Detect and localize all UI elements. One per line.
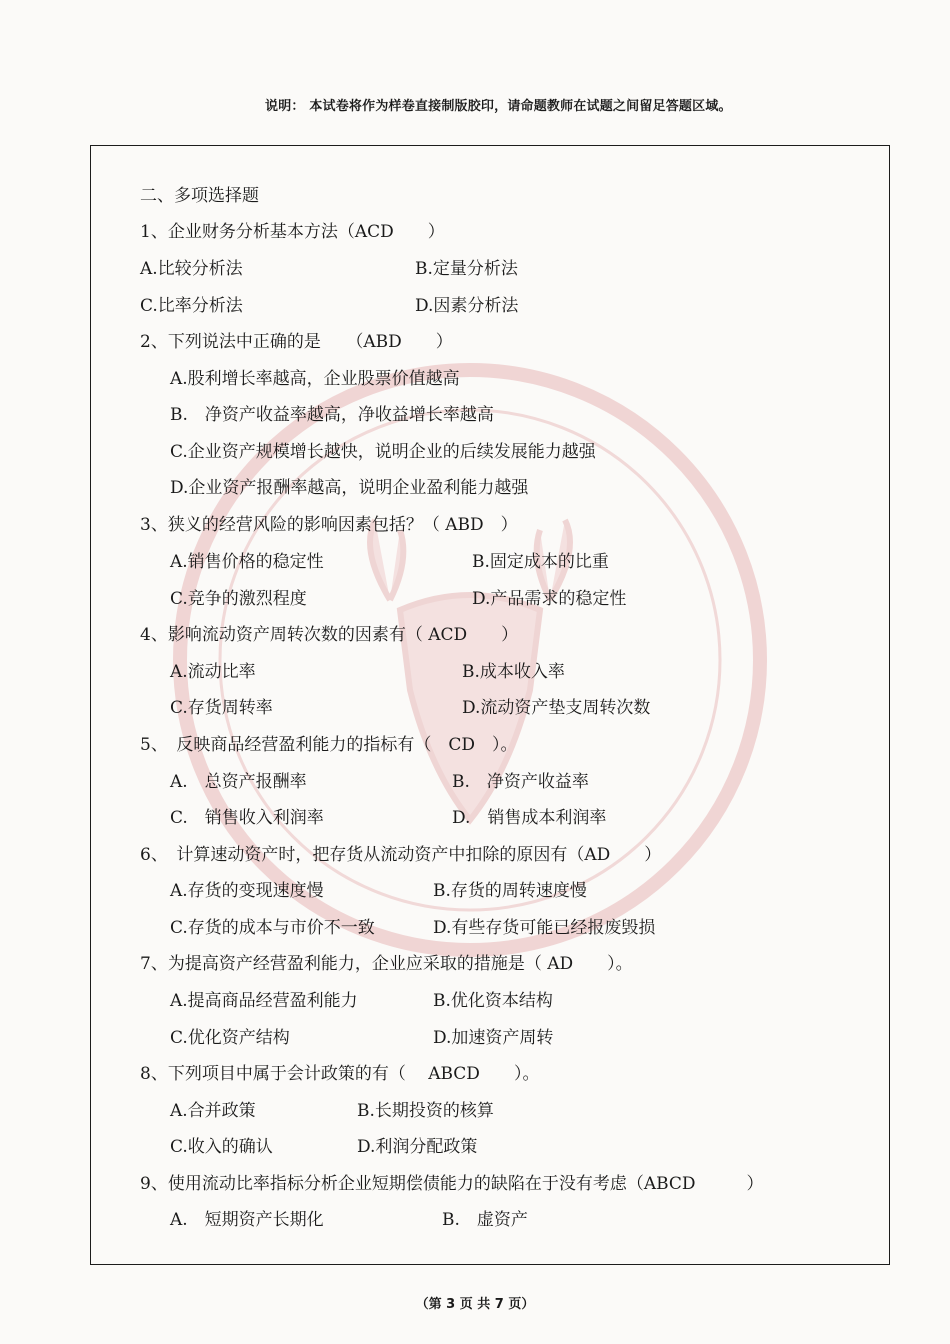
- option: B.优化资本结构: [433, 991, 553, 1011]
- question-stem: 1、企业财务分析基本方法（ACD ）: [140, 222, 445, 242]
- option: A. 短期资产长期化: [170, 1210, 324, 1230]
- option: D. 销售成本利润率: [452, 808, 607, 828]
- section-title: 二、多项选择题: [140, 186, 259, 206]
- option: C.存货周转率: [170, 698, 273, 718]
- option: B. 净资产收益率: [452, 772, 589, 792]
- option: A.比较分析法: [140, 259, 243, 279]
- option: A.合并政策: [170, 1101, 256, 1121]
- question-stem: 8、下列项目中属于会计政策的有（ ABCD ）。: [140, 1064, 540, 1084]
- question-stem: 3、狭义的经营风险的影响因素包括？（ ABD ）: [140, 515, 518, 535]
- option: C.存货的成本与市价不一致: [170, 918, 375, 938]
- option: D.加速资产周转: [433, 1028, 554, 1048]
- option: C.优化资产结构: [170, 1028, 290, 1048]
- option: B. 净资产收益率越高，净收益增长率越高: [170, 405, 494, 425]
- option: A.流动比率: [170, 662, 256, 682]
- option: C.企业资产规模增长越快，说明企业的后续发展能力越强: [170, 442, 596, 462]
- option: C.竞争的激烈程度: [170, 589, 307, 609]
- question-stem: 5、 反映商品经营盈利能力的指标有（ CD ）。: [140, 735, 518, 755]
- question-stem: 9、使用流动比率指标分析企业短期偿债能力的缺陷在于没有考虑（ABCD ）: [140, 1174, 764, 1194]
- option: D.产品需求的稳定性: [472, 589, 627, 609]
- question-stem: 4、影响流动资产周转次数的因素有（ ACD ）: [140, 625, 519, 645]
- option: C.比率分析法: [140, 296, 243, 316]
- option: A.提高商品经营盈利能力: [170, 991, 358, 1011]
- option: C. 销售收入利润率: [170, 808, 324, 828]
- option: A.销售价格的稳定性: [170, 552, 324, 572]
- page-footer: （第 3 页 共 7 页）: [415, 1297, 535, 1312]
- option: D.利润分配政策: [357, 1137, 478, 1157]
- option: B.成本收入率: [462, 662, 565, 682]
- option: A.股利增长率越高，企业股票价值越高: [170, 369, 460, 389]
- header-note: 说明： 本试卷将作为样卷直接制版胶印，请命题教师在试题之间留足答题区域。: [265, 99, 732, 114]
- option: D.流动资产垫支周转次数: [462, 698, 651, 718]
- option: B.固定成本的比重: [472, 552, 609, 572]
- question-stem: 6、 计算速动资产时，把存货从流动资产中扣除的原因有（AD ）: [140, 845, 662, 865]
- option: C.收入的确认: [170, 1137, 273, 1157]
- question-stem: 2、下列说法中正确的是 （ABD ）: [140, 332, 453, 352]
- option: D.企业资产报酬率越高，说明企业盈利能力越强: [170, 478, 529, 498]
- option: B. 虚资产: [442, 1210, 528, 1230]
- option: A.存货的变现速度慢: [170, 881, 324, 901]
- question-stem: 7、为提高资产经营盈利能力，企业应采取的措施是（ AD ）。: [140, 954, 633, 974]
- option: D.因素分析法: [415, 296, 519, 316]
- option: A. 总资产报酬率: [170, 772, 307, 792]
- option: B.存货的周转速度慢: [433, 881, 587, 901]
- option: D.有些存货可能已经报废毁损: [433, 918, 656, 938]
- option: B.定量分析法: [415, 259, 518, 279]
- option: B.长期投资的核算: [357, 1101, 494, 1121]
